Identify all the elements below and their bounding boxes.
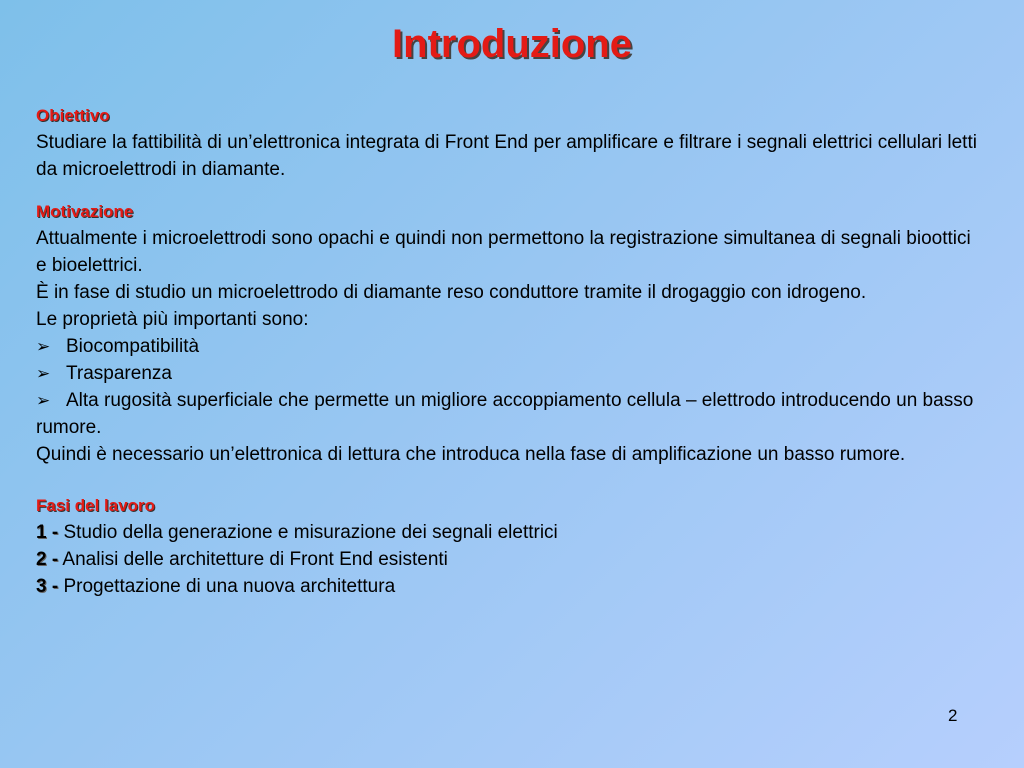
step-text: Analisi delle architetture di Front End esistenti bbox=[62, 549, 448, 570]
slide-content bbox=[36, 102, 986, 600]
page-number: 2 bbox=[948, 706, 958, 725]
motivazione-paragraph-3: Le proprietà più importanti sono: bbox=[36, 309, 309, 330]
step-item bbox=[36, 546, 986, 573]
arrow-bullet-icon: ➢ bbox=[36, 364, 51, 383]
bullet-item bbox=[36, 333, 986, 360]
spacer bbox=[36, 183, 986, 198]
arrow-bullet-icon: ➢ bbox=[36, 391, 51, 410]
section-fasi-del-lavoro bbox=[36, 492, 986, 600]
step-number: 2 - bbox=[36, 549, 59, 570]
motivazione-paragraph-1: Attualmente i microelettrodi sono opachi e quindi non permettono la registrazione simultanea di segnali bioottici e bioelettrici. bbox=[36, 228, 971, 276]
bullet-item bbox=[36, 387, 986, 441]
step-text: Studio della generazione e misurazione dei segnali elettrici bbox=[63, 522, 558, 543]
heading-fasi-del-lavoro: Fasi del lavoro bbox=[36, 496, 156, 515]
bullet-text: Biocompatibilità bbox=[66, 336, 200, 357]
step-item bbox=[36, 573, 986, 600]
slide-title: Introduzione bbox=[392, 22, 632, 66]
heading-obiettivo: Obiettivo bbox=[36, 106, 110, 125]
step-number: 3 - bbox=[36, 576, 59, 597]
spacer bbox=[36, 468, 986, 492]
motivazione-paragraph-4: Quindi è necessario un’elettronica di lettura che introduca nella fase di amplificazione un basso rumore. bbox=[36, 444, 906, 465]
heading-motivazione: Motivazione bbox=[36, 202, 134, 221]
section-obiettivo bbox=[36, 102, 986, 183]
arrow-bullet-icon: ➢ bbox=[36, 337, 51, 356]
motivazione-paragraph-2: È in fase di studio un microelettrodo di diamante reso conduttore tramite il drogaggio con idrogeno. bbox=[36, 282, 867, 303]
step-item bbox=[36, 519, 986, 546]
bullet-item bbox=[36, 360, 986, 387]
bullet-text: Alta rugosità superficiale che permette un migliore accoppiamento cellula – elettrodo introducendo un basso rumore. bbox=[36, 390, 974, 438]
step-text: Progettazione di una nuova architettura bbox=[63, 576, 396, 597]
bullet-text: Trasparenza bbox=[66, 363, 172, 384]
step-number: 1 - bbox=[36, 522, 59, 543]
section-motivazione bbox=[36, 198, 986, 468]
obiettivo-text: Studiare la fattibilità di un’elettronica integrata di Front End per amplificare e filtrare i segnali elettrici cellulari letti da microelettrodi in diamante. bbox=[36, 132, 977, 180]
